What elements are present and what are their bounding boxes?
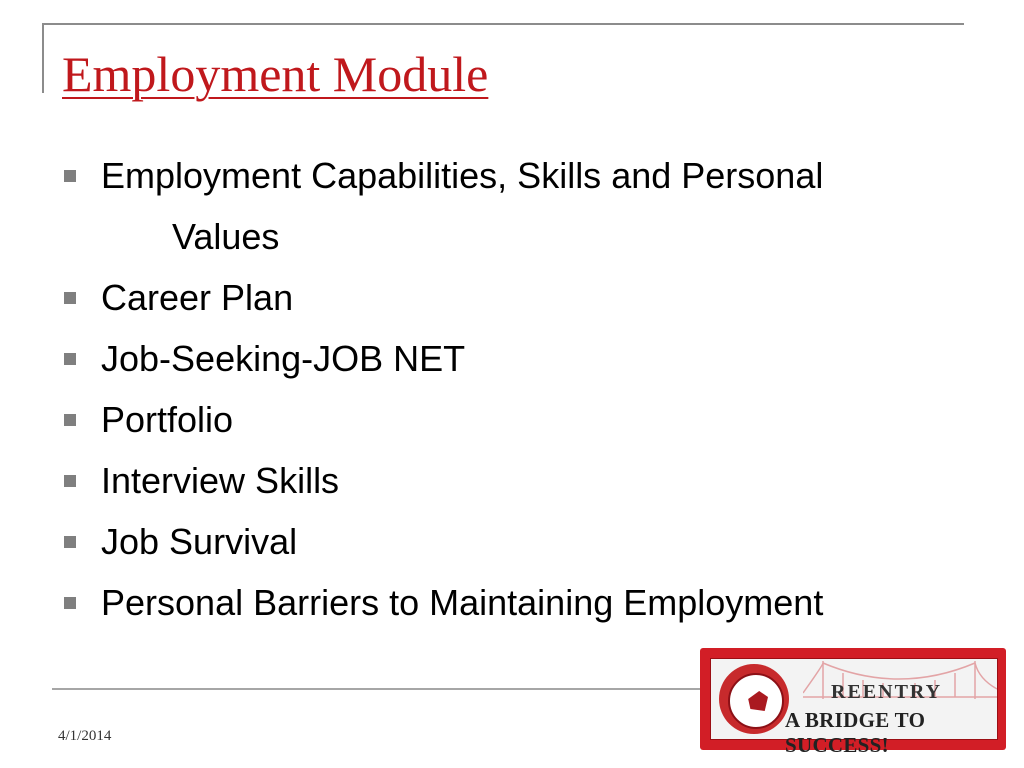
bullet-item xyxy=(62,511,982,572)
bullet-text: Job-Seeking-JOB NET xyxy=(101,338,466,379)
square-bullet-icon xyxy=(64,353,76,365)
slide-title: Employment Module xyxy=(62,46,489,102)
square-bullet-icon xyxy=(64,292,76,304)
reentry-logo xyxy=(700,648,1006,757)
bullet-item xyxy=(62,267,982,328)
bullet-text-continuation: Values xyxy=(172,216,280,257)
slide-date: 4/1/2014 xyxy=(58,728,112,744)
bullet-item xyxy=(62,572,982,633)
bullet-item xyxy=(62,450,982,511)
state-map-icon xyxy=(746,691,768,711)
bullet-text: Personal Barriers to Maintaining Employment xyxy=(101,582,824,623)
bullet-text: Portfolio xyxy=(101,399,234,440)
bullet-text: Job Survival xyxy=(101,521,298,562)
bullet-item xyxy=(62,328,982,389)
logo-panel xyxy=(710,658,998,757)
square-bullet-icon xyxy=(64,597,76,609)
footer-rule xyxy=(52,688,702,690)
square-bullet-icon xyxy=(64,170,76,182)
department-seal-icon xyxy=(719,664,789,734)
bullet-item xyxy=(62,389,982,450)
frame-left-line xyxy=(42,23,44,93)
frame-top-line xyxy=(42,23,964,25)
square-bullet-icon xyxy=(64,475,76,487)
square-bullet-icon xyxy=(64,414,76,426)
bullet-text: Employment Capabilities, Skills and Personal xyxy=(101,155,824,196)
bullet-list xyxy=(62,145,982,633)
square-bullet-icon xyxy=(64,536,76,548)
logo-title: REENTRY xyxy=(831,681,943,703)
bullet-text: Career Plan xyxy=(101,277,294,318)
seal-center xyxy=(728,673,784,729)
bullet-item xyxy=(62,145,982,267)
logo-tagline: A BRIDGE TO SUCCESS! xyxy=(785,708,926,757)
bullet-text: Interview Skills xyxy=(101,460,340,501)
